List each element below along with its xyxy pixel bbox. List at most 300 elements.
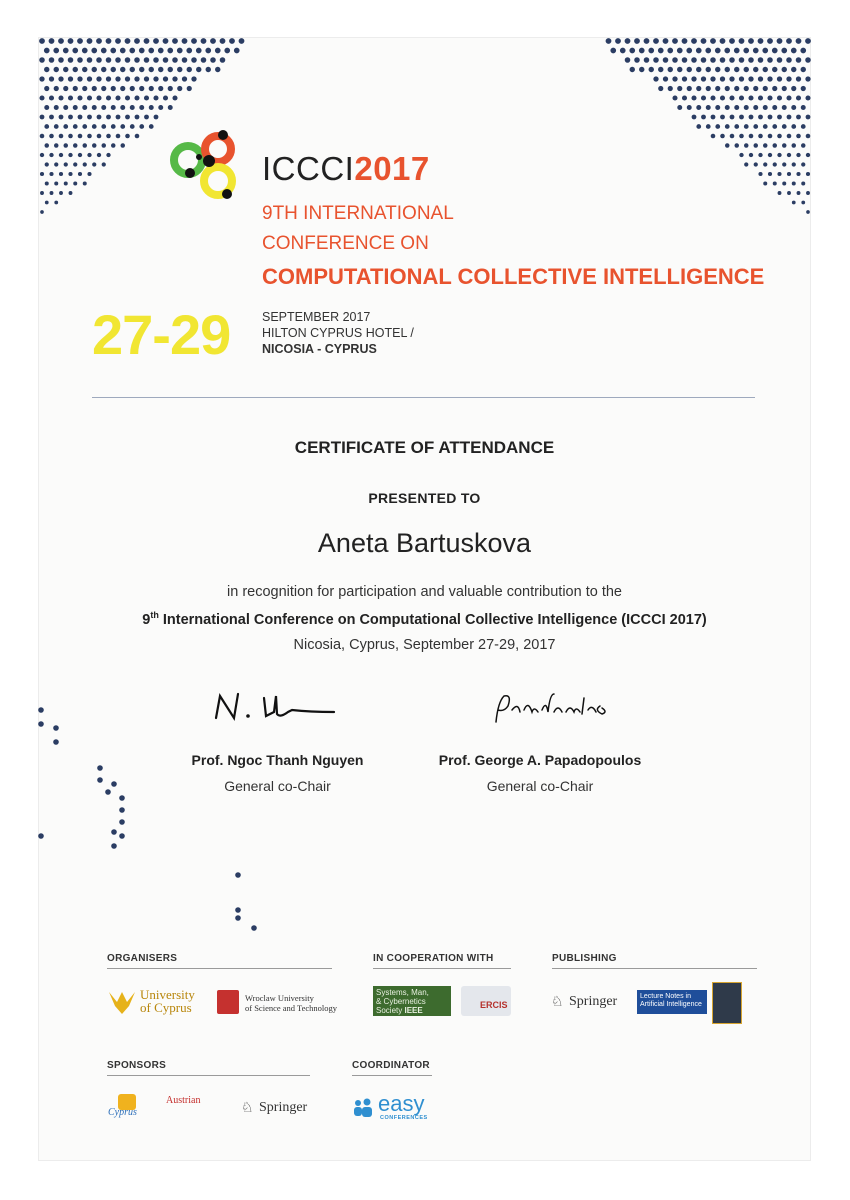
pattern-dot [87,95,92,100]
pattern-dot [78,172,82,176]
pattern-dot [744,86,749,91]
pattern-dot [40,153,44,157]
pattern-dot [49,76,54,81]
signature-papadopoulos [490,690,620,730]
pattern-dot [629,48,635,54]
pattern-dot [767,38,773,44]
pattern-dot [44,105,49,110]
easy-conferences-people-icon [352,1097,376,1119]
pattern-dot [796,57,802,63]
icci-logo-icon [166,127,250,207]
pattern-dot [739,115,744,120]
pattern-dot [97,153,101,157]
pattern-dot [163,57,169,63]
pattern-dot [106,115,111,120]
pattern-dot [251,925,257,931]
pattern-dot [182,57,188,63]
pattern-dot [792,201,796,205]
pattern-dot [772,48,778,54]
pattern-dot [729,95,734,100]
pattern-dot [168,67,173,72]
header-divider [92,397,755,398]
pattern-dot [682,76,687,81]
pattern-dot [139,124,144,129]
pattern-dot [40,115,45,120]
pattern-dot [806,134,811,139]
pattern-dot [777,153,781,157]
pattern-dot [49,134,54,139]
pattern-dot [158,105,163,110]
cyprus-tourism-logo: Cyprus [108,1107,137,1118]
pattern-dot [677,105,682,110]
pattern-dot [172,76,177,81]
pattern-dot [706,105,711,110]
pattern-dot [220,38,226,44]
pattern-dot [82,86,87,91]
pattern-dot [801,67,806,72]
pattern-dot [215,48,221,54]
pattern-dot [115,95,120,100]
pattern-dot [201,57,207,63]
pattern-dot [40,191,44,195]
pattern-dot [682,38,688,44]
presented-to: PRESENTED TO [368,490,481,506]
pattern-dot [40,172,44,176]
pattern-dot [796,95,801,100]
pattern-dot [786,95,791,100]
pattern-dot [63,67,68,72]
pattern-dot [177,48,183,54]
pattern-dot [59,134,64,139]
pattern-dot [97,765,103,771]
pattern-dot [182,76,187,81]
pattern-dot [68,57,74,63]
pattern-dot [739,38,745,44]
pattern-dot [758,115,763,120]
pattern-dot [40,210,44,214]
pattern-dot [682,57,688,63]
pattern-dot [144,95,149,100]
pattern-dot [110,48,116,54]
pattern-dot [782,67,787,72]
pattern-dot [744,162,748,166]
pattern-dot [781,48,787,54]
pattern-dot [49,153,53,157]
pattern-dot [687,105,692,110]
pattern-dot [744,67,749,72]
pattern-dot [59,191,63,195]
pattern-dot [111,843,117,849]
pattern-dot [772,124,777,129]
pattern-dot [720,134,725,139]
pattern-dot [763,67,768,72]
pattern-dot [672,38,678,44]
pattern-dot [68,134,73,139]
pattern-dot [38,721,44,727]
pattern-dot [72,48,78,54]
pattern-dot [97,777,103,783]
pattern-dot [786,76,791,81]
recognition-text: in recognition for participation and valuable contribution to the [227,584,622,600]
pattern-dot [82,105,87,110]
sponsors-heading: SPONSORS [107,1060,167,1071]
pattern-dot [706,124,711,129]
pattern-dot [111,124,116,129]
pattern-dot [121,143,125,147]
publishing-heading: PUBLISHING [552,953,617,964]
conference-edition: 9TH INTERNATIONAL [262,203,454,224]
hotel: HILTON CYPRUS HOTEL / [262,326,414,340]
pattern-dot [73,162,77,166]
pattern-dot [154,115,159,120]
pattern-dot [687,86,692,91]
pattern-dot [92,86,97,91]
pattern-dot [758,95,763,100]
dot-pattern-top-right [592,37,812,232]
pattern-dot [729,38,735,44]
pattern-dot [796,153,800,157]
pattern-dot [739,95,744,100]
pattern-dot [54,67,59,72]
pattern-dot [92,105,97,110]
pattern-dot [748,57,754,63]
pattern-dot [806,191,810,195]
pattern-dot [130,86,135,91]
pattern-dot [753,105,758,110]
pattern-dot [772,86,777,91]
pattern-dot [696,67,701,72]
pattern-dot [82,67,87,72]
pattern-dot [701,76,706,81]
pattern-dot [801,105,806,110]
pattern-dot [787,191,791,195]
pattern-dot [644,57,650,63]
pattern-dot [96,95,101,100]
pattern-dot [725,105,730,110]
pattern-dot [49,95,54,100]
pattern-dot [163,76,168,81]
pattern-dot [734,124,739,129]
pattern-dot [191,38,197,44]
pattern-dot [763,162,767,166]
pattern-dot [63,124,68,129]
pattern-dot [748,95,753,100]
pattern-dot [668,67,673,72]
pattern-dot [753,67,758,72]
pattern-dot [630,67,635,72]
coordinator-line [352,1075,432,1076]
pattern-dot [715,67,720,72]
pattern-dot [111,829,117,835]
pattern-dot [691,38,697,44]
pattern-dot [748,38,754,44]
pattern-dot [177,67,182,72]
pattern-dot [191,57,197,63]
pattern-dot [677,86,682,91]
pattern-dot [720,76,725,81]
pattern-dot [234,48,240,54]
pattern-dot [125,76,130,81]
pattern-dot [792,143,796,147]
pattern-dot [205,48,211,54]
pattern-dot [782,86,787,91]
pattern-dot [744,105,749,110]
pattern-dot [139,67,144,72]
pattern-dot [648,48,654,54]
pattern-dot [120,105,125,110]
pattern-dot [705,48,711,54]
pattern-dot [215,67,220,72]
pattern-dot [87,153,91,157]
pattern-dot [749,134,754,139]
pattern-dot [45,182,49,186]
signatory-2-name: Prof. George A. Papadopoulos [438,752,642,768]
pattern-dot [768,115,773,120]
pattern-dot [801,86,806,91]
pattern-dot [701,57,707,63]
pattern-dot [115,57,121,63]
pattern-dot [168,86,173,91]
pattern-dot [762,48,768,54]
pattern-dot [672,76,677,81]
pattern-dot [83,143,87,147]
pattern-dot [172,38,178,44]
pattern-dot [40,134,45,139]
pattern-dot [706,67,711,72]
pattern-dot [610,48,616,54]
pattern-dot [135,115,140,120]
pattern-dot [92,162,96,166]
pattern-dot [777,172,781,176]
pattern-dot [50,191,54,195]
pattern-dot [711,115,716,120]
pattern-dot [782,182,786,186]
pattern-dot [63,86,68,91]
pattern-dot [748,76,753,81]
pattern-dot [134,38,140,44]
pattern-dot [120,124,125,129]
ercis-logo: ERCIS [480,1000,508,1010]
pattern-dot [144,76,149,81]
pattern-dot [725,86,730,91]
pattern-dot [229,38,235,44]
pattern-dot [130,124,135,129]
pattern-dot [120,48,126,54]
pattern-dot [191,76,196,81]
pattern-dot [53,48,59,54]
pattern-dot [805,57,811,63]
pattern-dot [758,57,764,63]
austrian-airlines-logo: Austrian [166,1095,201,1106]
pattern-dot [677,67,682,72]
pattern-dot [68,115,73,120]
pattern-dot [754,162,758,166]
pattern-dot [92,143,96,147]
conference-dates: 27-29 [92,303,231,366]
pattern-dot [119,819,125,825]
pattern-dot [653,57,659,63]
pattern-dot [39,38,45,44]
pattern-dot [777,134,782,139]
pattern-dot [149,86,154,91]
pattern-dot [78,153,82,157]
pattern-dot [682,95,687,100]
pattern-dot [73,86,78,91]
signature-nguyen [210,688,340,732]
pattern-dot [730,115,735,120]
pattern-dot [172,57,178,63]
pattern-dot [92,67,97,72]
pattern-dot [68,38,74,44]
pattern-dot [64,182,68,186]
pattern-dot [53,739,59,745]
venue-info [262,309,414,357]
pattern-dot [45,201,49,205]
pattern-dot [734,105,739,110]
pattern-dot [78,115,83,120]
month-year: SEPTEMBER 2017 [262,310,371,324]
pattern-dot [54,105,59,110]
pattern-dot [158,67,163,72]
lnai-logo: Lecture Notes in Artificial Intelligence [637,990,707,1014]
pattern-dot [54,201,58,205]
pattern-dot [39,95,44,100]
pattern-dot [49,38,55,44]
springer-publishing-logo: Springer [569,994,618,1009]
pattern-dot [139,86,144,91]
pattern-dot [45,143,49,147]
pattern-dot [54,124,59,129]
pattern-dot [144,115,149,120]
pattern-dot [786,57,792,63]
pattern-dot [696,86,701,91]
pattern-dot [672,57,678,63]
pattern-dot [649,67,654,72]
cooperation-line [373,968,511,969]
pattern-dot [158,86,163,91]
pattern-dot [777,57,783,63]
pattern-dot [201,38,207,44]
pattern-dot [97,115,102,120]
pattern-dot [706,86,711,91]
pattern-dot [73,124,78,129]
pattern-dot [196,48,202,54]
pattern-dot [144,38,150,44]
pattern-dot [696,124,701,129]
pattern-dot [44,48,50,54]
pattern-dot [153,57,159,63]
pattern-dot [97,134,102,139]
pattern-dot [53,725,59,731]
pattern-dot [119,833,125,839]
pattern-dot [606,38,612,44]
pattern-dot [644,38,650,44]
recipient-name: Aneta Bartuskova [317,528,532,558]
pattern-dot [69,191,73,195]
pattern-dot [101,86,106,91]
pattern-dot [120,86,125,91]
pattern-dot [725,124,730,129]
pattern-dot [106,95,111,100]
pattern-dot [54,86,59,91]
pattern-dot [96,57,102,63]
pattern-dot [105,789,111,795]
pattern-dot [791,67,796,72]
pattern-dot [763,105,768,110]
pattern-dot [187,67,192,72]
pattern-dot [73,105,78,110]
springer-sponsor-logo: Springer [259,1100,308,1115]
pattern-dot [187,86,192,91]
pattern-dot [686,48,692,54]
pattern-dot [753,86,758,91]
pattern-dot [129,48,135,54]
university-of-cyprus-logo: University of Cyprus [140,987,195,1015]
lnai-book-cover [712,982,742,1024]
pattern-dot [115,38,121,44]
pattern-dot [777,76,782,81]
pattern-dot [663,57,669,63]
pattern-dot [668,86,673,91]
pattern-dot [210,57,216,63]
pattern-dot [634,57,640,63]
pattern-dot [58,57,64,63]
pattern-dot [701,38,707,44]
pattern-dot [734,86,739,91]
pattern-dot [54,162,58,166]
pattern-dot [87,38,93,44]
pattern-dot [687,67,692,72]
pattern-dot [39,76,44,81]
pattern-dot [120,67,125,72]
pattern-dot [73,67,78,72]
pattern-dot [115,76,120,81]
wroclaw-logo-icon [217,990,239,1014]
pattern-dot [87,57,93,63]
pattern-dot [758,76,763,81]
pattern-dot [744,124,749,129]
sponsors-line [107,1075,310,1076]
pattern-dot [163,95,168,100]
pattern-dot [749,153,753,157]
pattern-dot [658,86,663,91]
pattern-dot [101,105,106,110]
pattern-dot [59,172,63,176]
pattern-dot [800,48,806,54]
pattern-dot [77,76,82,81]
pattern-dot [153,38,159,44]
signatory-1-name: Prof. Ngoc Thanh Nguyen [191,752,364,768]
signatory-2-role: General co-Chair [486,778,594,794]
pattern-dot [96,76,101,81]
pattern-dot [729,57,735,63]
pattern-dot [778,191,782,195]
publishing-line [552,968,757,969]
pattern-dot [743,48,749,54]
pattern-dot [787,153,791,157]
pattern-dot [658,67,663,72]
pattern-dot [101,124,106,129]
pattern-dot [777,38,783,44]
pattern-dot [691,57,697,63]
pattern-dot [763,86,768,91]
pattern-dot [615,38,621,44]
pattern-dot [782,162,786,166]
smc-society-logo: Systems, Man, & Cybernetics Society IEEE [373,986,451,1016]
pattern-dot [806,115,811,120]
pattern-dot [78,134,83,139]
pattern-dot [106,153,110,157]
